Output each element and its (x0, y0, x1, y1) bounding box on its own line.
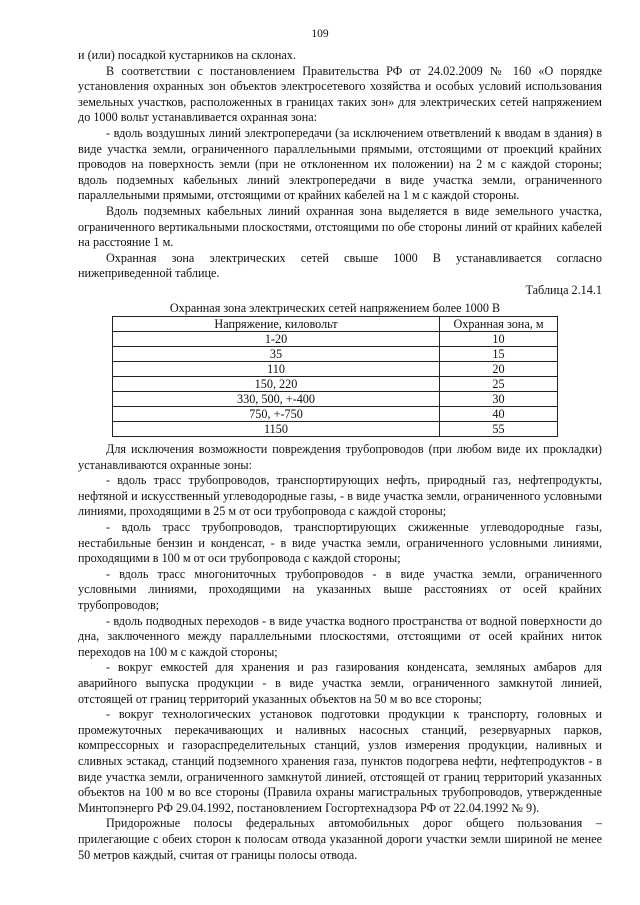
cell-zone: 20 (440, 362, 558, 377)
paragraph: Охранная зона электрических сетей свыше 1000 В устанавливается согласно нижеприведенной таблице. (78, 250, 602, 281)
paragraph: - вокруг технологических установок подготовки продукции к транспорту, головных и промежуточных перекачивающих и наливных насосных станций, резервуарных парков, компрессорных и газораспределительных станций, узлов измерения продукции, наливных и сливных эстакад, станций подземного хранения газа, пунктов подогрева нефти, нефтепродуктов - в виде участка земли, ограниченного замкнутой линией, отстоящей от границ территорий указанных объектов на 100 м во все стороны (Правила охраны магистральных трубопроводов, утвержденные Минтопэнерго РФ 29.04.1992, постановлением Госгортехнадзора РФ от 22.04.1992 № 9). (78, 707, 602, 815)
header-voltage: Напряжение, киловольт (113, 317, 440, 332)
document-body (78, 48, 602, 863)
cell-zone: 40 (440, 407, 558, 422)
table-row (113, 347, 558, 362)
cell-voltage: 150, 220 (113, 377, 440, 392)
cell-zone: 15 (440, 347, 558, 362)
paragraph: - вдоль воздушных линий электропередачи (за исключением ответвлений к вводам в здания) в виде участка земли, ограниченного параллельными прямыми, отстоящими от проекций крайних проводов на поверхность земли (при не отклоненном их положении) на 2 м с каждой стороны; вдоль подземных кабельных линий электропередачи в виде участка земли, ограниченного параллельными прямыми, отстоящими от крайних кабелей на 1 м с каждой стороны. (78, 125, 602, 203)
paragraph: - вдоль трасс трубопроводов, транспортирующих сжиженные углеводородные газы, нестабильные бензин и конденсат, - в виде участка земли, ограниченного условными линиями, проходящими в 100 м от оси трубопровода с каждой стороны; (78, 520, 602, 566)
table-caption: Охранная зона электрических сетей напряжением более 1000 В (169, 300, 501, 315)
cell-voltage: 1-20 (113, 332, 440, 347)
paragraph: - вдоль трасс многониточных трубопроводов - в виде участка земли, ограниченного условными линиями, проходящими на указанных выше расстояниях от осей крайних трубопроводов; (78, 566, 602, 613)
paragraph: - вдоль подводных переходов - в виде участка водного пространства от водной поверхности до дна, заключенного между параллельными плоскостями, отстоящими от осей крайних ниток переходов на 100 м с каждой стороны; (78, 613, 602, 659)
paragraph: и (или) посадкой кустарников на склонах. (78, 48, 296, 62)
table-row (113, 392, 558, 407)
cell-zone: 55 (440, 422, 558, 437)
paragraph: - вдоль трасс трубопроводов, транспортирующих нефть, природный газ, нефтепродукты, нефтяной и искусственный углеводородные газы, - в виде участка земли, ограниченного условными линиями, проходящими в 25 м от оси трубопровода с каждой стороны; (78, 473, 602, 519)
cell-voltage: 35 (113, 347, 440, 362)
paragraph: Для исключения возможности повреждения трубопроводов (при любом виде их прокладки) устанавливаются охранные зоны: (78, 442, 602, 472)
protection-zone-table (112, 316, 558, 437)
header-zone: Охранная зона, м (440, 317, 558, 332)
paragraph: - вокруг емкостей для хранения и раз газирования конденсата, земляных амбаров для аварийного выпуска продукции - в виде участка земли, ограниченного замкнутой линией, отстоящей от границ территорий указанных объектов на 50 м во все стороны; (78, 660, 602, 706)
table-row (113, 332, 558, 347)
cell-zone: 25 (440, 377, 558, 392)
bottom-paragraphs (78, 442, 602, 863)
table-row (113, 362, 558, 377)
cell-zone: 30 (440, 392, 558, 407)
cell-voltage: 330, 500, +-400 (113, 392, 440, 407)
cell-voltage: 1150 (113, 422, 440, 437)
cell-voltage: 750, +-750 (113, 407, 440, 422)
table-row (113, 422, 558, 437)
cell-zone: 10 (440, 332, 558, 347)
page-number: 109 (311, 28, 329, 40)
table-header-row (113, 317, 558, 332)
paragraph: Вдоль подземных кабельных линий охранная зона выделяется в виде земельного участка, ограниченного вертикальными плоскостями, отстоящими по обе стороны линий от крайних кабелей на расстояние 1 м. (78, 203, 602, 250)
cell-voltage: 110 (113, 362, 440, 377)
table-row (113, 407, 558, 422)
paragraph: В соответствии с постановлением Правительства РФ от 24.02.2009 № 160 «О порядке установления охранных зон объектов электросетевого хозяйства и особых условий использования земельных участков, расположенных в границах таких зон» для электрических сетей напряжением до 1000 вольт устанавливается охранная зона: (78, 63, 602, 125)
top-paragraphs (78, 48, 602, 282)
table-label: Таблица 2.14.1 (525, 282, 602, 297)
paragraph: Придорожные полосы федеральных автомобильных дорог общего пользования – прилегающие с обеих сторон к полосам отвода указанной дороги участки земли шириной не менее 50 метров каждый, считая от границы полосы отвода. (78, 816, 602, 862)
table-row (113, 377, 558, 392)
